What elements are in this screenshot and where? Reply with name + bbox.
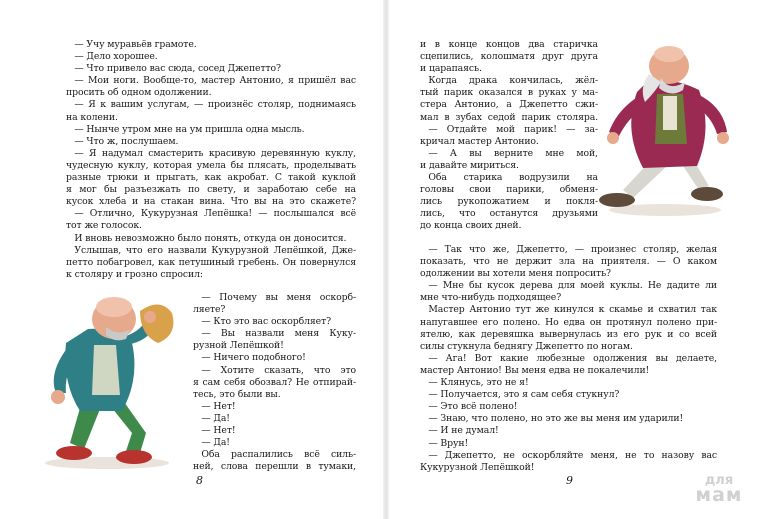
text-line: — Так что же, Джепетто, — произнес столяр, желая: [428, 244, 717, 255]
text-line: показать, что не держит зла на приятеля. — О каком: [420, 256, 717, 268]
text-line: тесь, это были вы.: [193, 388, 281, 400]
text-line: разные трюки и прыгать, как акробат. С такой куклой: [66, 172, 356, 184]
text-line: лись, что останутся друзьями: [420, 208, 598, 220]
right-page-bottom-text: [420, 244, 717, 474]
text-line: — Нет!: [201, 425, 236, 437]
text-line: — Ага! Вот какие любезные одолжения вы делаете,: [428, 352, 717, 364]
text-line: — Почему вы меня оскорб-: [201, 292, 356, 303]
text-line: — Дело хорошее.: [74, 51, 158, 63]
text-line: Мастер Антонио тут же кинулся к скамье и схватил так: [428, 304, 717, 316]
text-line: и царапаясь.: [420, 63, 482, 75]
text-line: — Хотите сказать, что это: [201, 364, 356, 376]
text-line: — Джепетто, не оскорбляйте меня, не то назову вас: [428, 449, 717, 461]
text-line: я мог бы разъезжать по свету, и заработаю себе на: [66, 184, 356, 196]
text-line: кусок хлеба и на стакан вина. Что вы на это скажете?: [66, 196, 356, 208]
text-line: просить об одном одолжении.: [66, 87, 212, 99]
text-line: — Я надумал смастерить красивую деревянную куклу,: [74, 147, 356, 159]
text-line: ней, слова перешли в тумаки,: [193, 461, 356, 473]
text-line: силы стукнула беднягу Джепетто по ногам.: [420, 340, 633, 352]
text-line: — Я к вашим услугам, — произнёс столяр, поднимаясь: [74, 99, 356, 111]
book-gutter: [383, 0, 389, 519]
text-line: одолжении вы хотели меня попросить?: [420, 268, 611, 280]
page-number-left: 8: [196, 474, 203, 487]
text-line: до конца своих дней.: [420, 220, 522, 232]
text-line: сцепились, колошматя друг друга: [420, 51, 598, 63]
text-line: и в конце концов два старичка: [420, 39, 598, 50]
text-line: тый парик оказался в руках у ма-: [420, 87, 598, 99]
text-line: — Клянусь, это не я!: [428, 377, 529, 389]
text-line: — Отдайте мой парик! — за-: [428, 123, 598, 135]
text-line: — Ничего подобного!: [201, 352, 306, 364]
watermark-logo: [684, 474, 754, 510]
text-line: — Да!: [201, 437, 230, 449]
text-line: к столяру и грозно спросил:: [66, 268, 203, 280]
text-line: — Мои ноги. Вообще-то, мастер Антонио, я пришёл вас: [74, 75, 356, 87]
text-line: — Что привело вас сюда, сосед Джепетто?: [74, 63, 281, 75]
text-line: кричал мастер Антонио.: [420, 135, 539, 147]
text-line: стера Антонио, а Джепетто сжи-: [420, 99, 598, 111]
text-line: — Нет!: [201, 400, 236, 412]
text-line: петто побагровел, как петушиный гребень. Он повернулся: [66, 256, 356, 268]
text-line: — Вы назвали меня Куку-: [201, 328, 356, 340]
text-line: — И не думал!: [428, 425, 499, 437]
text-line: напугавшее его полено. Но едва он протянул полено при-: [420, 316, 717, 328]
antonio-illustration: [587, 40, 737, 220]
text-line: — Это всё полено!: [428, 401, 518, 413]
text-line: ляете?: [193, 304, 226, 316]
text-line: — Врун!: [428, 437, 469, 449]
text-line: Оба распалились всё силь-: [201, 449, 356, 461]
text-line: — Нынче утром мне на ум пришла одна мысль.: [74, 123, 305, 135]
text-line: — Что ж, послушаем.: [74, 135, 179, 147]
left-page-text: [66, 39, 356, 281]
text-line: и давайте мириться.: [420, 159, 519, 171]
text-line: ятелю, как деревяшка вывернулась из его рук и со всей: [420, 328, 717, 340]
text-line: — Мне бы кусок дерева для моей куклы. Не дадите ли: [428, 280, 717, 292]
text-line: — Знаю, что полено, но это же вы меня им ударили!: [428, 413, 684, 425]
geppetto-illustration: [22, 283, 192, 473]
text-line: И вновь невозможно было понять, откуда он доносится.: [74, 232, 347, 244]
text-line: — А вы верните мне мой,: [428, 147, 598, 159]
text-line: чудесную куклу, которая умела бы плясать, проделывать: [66, 159, 356, 171]
text-line: мал в зубах седой парик столяра.: [420, 111, 598, 123]
left-page-narrow-text: [193, 292, 356, 473]
text-line: Кукурузной Лепёшкой!: [420, 461, 535, 473]
text-line: — Да!: [201, 412, 230, 424]
text-line: Когда драка кончилась, жёл-: [428, 75, 598, 87]
page-number-right: 9: [566, 474, 573, 487]
text-line: — Кто это вас оскорбляет?: [201, 316, 332, 328]
text-line: — Отлично, Кукурузная Лепёшка! — послышался всё: [74, 208, 356, 220]
text-line: Услышав, что его назвали Кукурузной Лепёшкой, Дже-: [74, 244, 356, 256]
text-line: тот же голосок.: [66, 220, 142, 232]
text-line: головы свои парики, обменя-: [420, 184, 598, 196]
text-line: я сам себя обозвал? Не отпирай-: [193, 376, 356, 388]
text-line: рузной Лепёшкой!: [193, 340, 284, 352]
text-line: Оба старика водрузили на: [428, 172, 598, 184]
text-line: — Получается, это я сам себя стукнул?: [428, 389, 620, 401]
watermark-line1: для: [704, 473, 734, 488]
text-line: мастер Антонио! Вы меня едва не покалечили!: [420, 364, 650, 376]
text-line: — Учу муравьёв грамоте.: [74, 39, 197, 50]
right-page-top-text: [420, 39, 598, 233]
watermark-line2: мам: [695, 484, 743, 506]
text-line: на колени.: [66, 111, 118, 123]
text-line: мне что-нибудь подходящее?: [420, 292, 562, 304]
text-line: лись рукопожатием и покля-: [420, 196, 598, 208]
